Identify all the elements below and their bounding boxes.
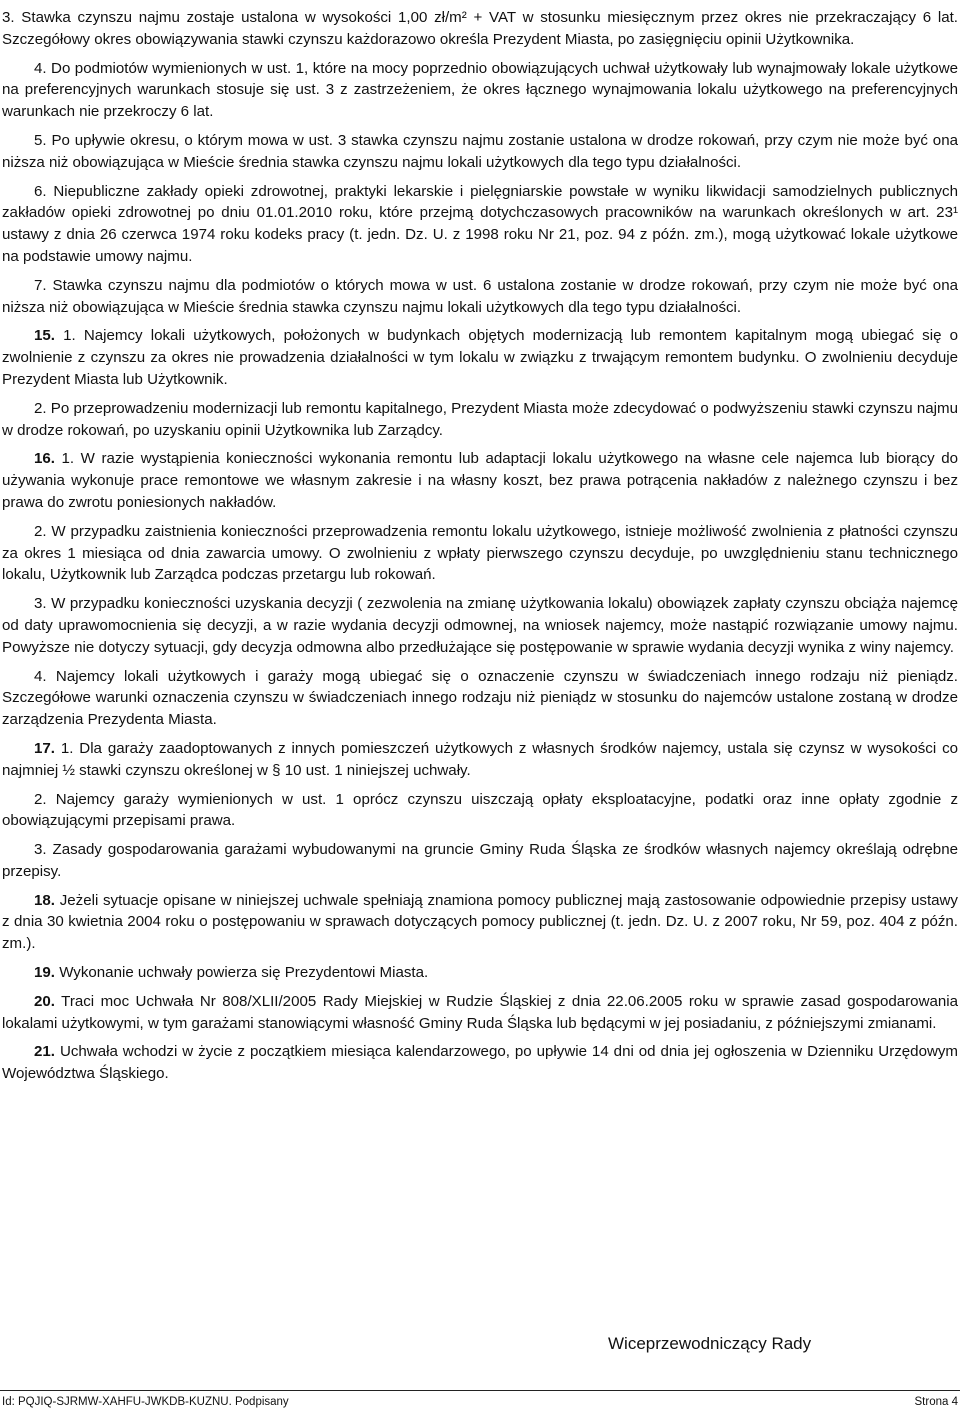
paragraph-text: 2. Po przeprowadzeniu modernizacji lub remontu kapitalnego, Prezydent Miasta może zdecydować o podwyższeniu stawki czynszu najmu w drodze rokowań, po uzyskaniu opinii Użytkownika lub Zarządcy. [2, 399, 958, 439]
paragraph-text: 4. Najemcy lokali użytkowych i garaży mogą ubiegać się o oznaczenie czynszu w świadczeniach innego rodzaju niż pieniądz. Szczegółowe warunki oznaczenia czynszu w świadczeniach innego rodzaju niż pieniądz w stosunku do najemców ustalone zostaną w drodze zarządzenia Prezydenta Miasta. [2, 667, 958, 729]
paragraph [2, 325, 958, 390]
paragraph [2, 7, 958, 51]
paragraph-text: Wykonanie uchwały powierza się Prezydentowi Miasta. [59, 964, 429, 982]
paragraph [2, 1041, 958, 1085]
section-number: 19. [34, 964, 55, 982]
paragraph [2, 962, 958, 984]
paragraph [2, 448, 958, 513]
paragraph-text: 5. Po upływie okresu, o którym mowa w ust. 3 stawka czynszu najmu zostanie ustalona w drodze rokowań, przy czym nie może być ona niższa niż obowiązująca w Mieście średnia stawka czynszu najmu lokali użytkowych dla tego typu działalności. [2, 131, 958, 171]
paragraph-text: 3. W przypadku konieczności uzyskania decyzji ( zezwolenia na zmianę użytkowania lokalu) obowiązek zapłaty czynszu obciąża najemcę od daty uprawomocnienia się decyzji, a w razie wydania decyzji odmownej, na wniosek najemcy, może nastąpić rozwiązanie umowy najmu. Powyższe nie dotyczy sytuacji, gdy decyzja odmowna albo przedłużające się postępowanie w sprawie wydania decyzji wynika z winy najemcy. [2, 595, 958, 656]
paragraph-text: 2. Najemcy garaży wymienionych w ust. 1 oprócz czynszu uiszczają opłaty eksploatacyjne, podatki oraz inne opłaty zgodnie z obowiązującymi przepisami prawa. [2, 790, 958, 830]
paragraph-text: 1. W razie wystąpienia konieczności wykonania remontu lub adaptacji lokalu użytkowego na własne cele najemca lub biorący do używania wykonuje prace remontowe we własnym zakresie i na własny koszt, bez prawa potrącenia nakładów z należnego czynszu i bez prawa do zwrotu poniesionych nakładów. [2, 450, 958, 511]
page-footer [0, 1390, 960, 1412]
paragraph [2, 521, 958, 586]
paragraph [2, 130, 958, 174]
paragraph-text: 2. W przypadku zaistnienia konieczności przeprowadzenia remontu lokalu użytkowego, istnieje możliwość zwolnienia z płatności czynszu za okres 1 miesiąca od dnia zawarcia umowy. O zwolnieniu z wpłaty pierwszego czynszu decyduje, po uwzględnieniu stanu technicznego lokalu, Użytkownik lub Zarządca podczas przetargu lub rokowań. [2, 522, 958, 584]
section-number: 16. [34, 450, 55, 468]
paragraph [2, 275, 958, 319]
section-number: 20. [34, 992, 55, 1010]
document-body [2, 0, 958, 1085]
paragraph [2, 839, 958, 883]
paragraph [2, 181, 958, 268]
paragraph-text: Traci moc Uchwała Nr 808/XLII/2005 Rady Miejskiej w Rudzie Śląskiej z dnia 22.06.2005 roku w sprawie zasad gospodarowania lokalami użytkowymi, w tym garażami stanowiącymi własność Gminy Ruda Śląska lub będącymi w jej posiadaniu, z późniejszymi zmianami. [2, 992, 959, 1032]
paragraph-text: 1. Najemcy lokali użytkowych, położonych w budynkach objętych modernizacją lub remontem kapitalnym mogą ubiegać się o zwolnienie z czynszu za okres nie prowadzenia działalności w tym lokalu w związku z trwającym remontem budynku. O zwolnieniu decyduje Prezydent Miasta lub Użytkownik. [2, 327, 958, 388]
paragraph-text: Jeżeli sytuacje opisane w niniejszej uchwale spełniają znamiona pomocy publicznej mają zastosowanie odpowiednie przepisy ustawy z dnia 30 kwietnia 2004 roku o postępowaniu w sprawach dotyczących pomocy publicznej (t. jedn. Dz. U. z 2007 roku, Nr 59, poz. 404 z późn. zm.). [2, 891, 958, 953]
document-id: Id: PQJIQ-SJRMW-XAHFU-JWKDB-KUZNU. Podpisany [2, 1396, 289, 1408]
section-number: 18. [34, 891, 55, 909]
paragraph [2, 738, 958, 782]
section-number: 17. [34, 739, 55, 757]
section-number: 15. [34, 327, 55, 345]
paragraph [2, 593, 958, 658]
paragraph [2, 666, 958, 731]
paragraph [2, 991, 958, 1035]
paragraph-text: 3. Stawka czynszu najmu zostaje ustalona w wysokości 1,00 zł/m² + VAT w stosunku miesięcznym przez okres nie przekraczający 6 lat. Szczegółowy okres obowiązywania stawki czynszu każdorazowo określa Prezydent Miasta, po zasięgnięciu opinii Użytkownika. [2, 9, 958, 48]
paragraph [2, 890, 958, 955]
paragraph [2, 789, 958, 833]
paragraph-text: 3. Zasady gospodarowania garażami wybudowanymi na gruncie Gminy Ruda Śląska ze środków własnych najemcy określają odrębne przepisy. [2, 841, 958, 880]
paragraph-text: 6. Niepubliczne zakłady opieki zdrowotnej, praktyki lekarskie i pielęgniarskie powstałe w wyniku likwidacji samodzielnych publicznych zakładów opieki zdrowotnej po dniu 01.01.2010 roku, które przejmą dotychczasowych pracowników na warunkach określonych w art. 23¹ ustawy z dnia 26 czerwca 1974 roku kodeks pracy (t. jedn. Dz. U. z 1998 roku Nr 21, poz. 94 z późn. zm.), mogą użytkować lokale użytkowe na podstawie umowy najmu. [2, 182, 958, 265]
paragraph-text: 1. Dla garaży zaadoptowanych z innych pomieszczeń użytkowych z własnych środków najemcy, ustala się czynsz w wysokości co najmniej ½ stawki czynszu określonej w § 10 ust. 1 niniejszej uchwały. [2, 739, 959, 779]
page-number: Strona 4 [914, 1396, 958, 1408]
paragraph-text: 7. Stawka czynszu najmu dla podmiotów o których mowa w ust. 6 ustalona zostanie w drodze rokowań, przy czym nie może być ona niższa niż obowiązująca w Mieście średnia stawka czynszu najmu lokali użytkowych dla tego typu działalności. [2, 276, 958, 316]
paragraph-text: 4. Do podmiotów wymienionych w ust. 1, które na mocy poprzednio obowiązujących uchwał użytkowały lub wynajmowały lokale użytkowe na preferencyjnych warunkach stosuje się ust. 3 z zastrzeżeniem, że okres łącznego wynajmowania lokalu użytkowego na preferencyjnych warunkach nie przekroczy 6 lat. [2, 59, 958, 121]
signature-title: Wiceprzewodniczący Rady [608, 1334, 812, 1353]
paragraph-text: Uchwała wchodzi w życie z początkiem miesiąca kalendarzowego, po upływie 14 dni od dnia jej ogłoszenia w Dzienniku Urzędowym Województwa Śląskiego. [2, 1043, 958, 1083]
paragraph [2, 58, 958, 123]
paragraph [2, 398, 958, 442]
section-number: 21. [34, 1043, 55, 1061]
